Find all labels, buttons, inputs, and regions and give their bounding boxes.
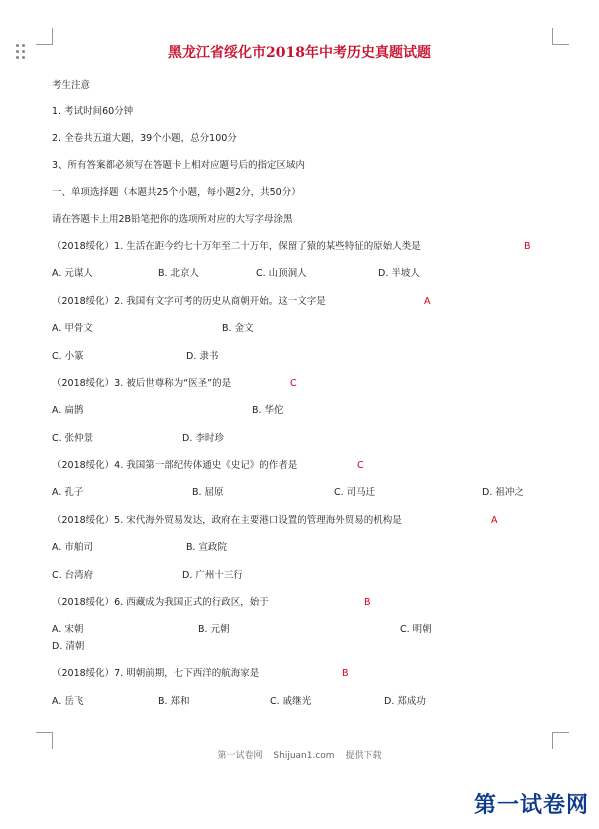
option: B. 金文 xyxy=(222,323,254,334)
option: D. 隶书 xyxy=(186,351,219,362)
answer-mark: A xyxy=(424,296,431,307)
option: B. 元朝 xyxy=(198,624,230,635)
option: C. 明朝 xyxy=(400,624,432,635)
option: D. 祖冲之 xyxy=(482,487,524,498)
option: A. 孔子 xyxy=(52,487,84,498)
option: A. 市舶司 xyxy=(52,542,93,553)
option: C. 张仲景 xyxy=(52,433,94,444)
page-title: 黑龙江省绥化市2018年中考历史真题试题 xyxy=(168,45,431,61)
option: A. 甲骨文 xyxy=(52,323,93,334)
question-stem: （2018绥化）2. 我国有文字可考的历史从商朝开始。这一文字是 xyxy=(52,296,326,307)
option: B. 宣政院 xyxy=(186,542,228,553)
crop-mark-bottom-left xyxy=(36,732,53,749)
option: A. 宋朝 xyxy=(52,624,84,635)
option: C. 山顶洞人 xyxy=(256,268,307,279)
answer-mark: A xyxy=(491,515,498,526)
notice-heading: 考生注意 xyxy=(52,80,91,91)
option: D. 广州十三行 xyxy=(182,570,243,581)
answer-mark: B xyxy=(342,668,349,679)
option: D. 半坡人 xyxy=(378,268,420,279)
option: A. 扁鹊 xyxy=(52,405,84,416)
option: C. 司马迁 xyxy=(334,487,376,498)
footer-domain[interactable]: Shijuan1.com xyxy=(273,751,335,761)
answer-mark: B xyxy=(364,597,371,608)
option: D. 清朝 xyxy=(52,641,85,652)
notice-item: 2. 全卷共五道大题，39个小题，总分100分 xyxy=(52,133,237,144)
question-stem: （2018绥化）5. 宋代海外贸易发达，政府在主要港口设置的管理海外贸易的机构是 xyxy=(52,515,402,526)
footer-site: 第一试卷网 xyxy=(217,751,263,761)
answer-mark: B xyxy=(524,241,531,252)
section-instruction: 请在答题卡上用2B铅笔把你的选项所对应的大写字母涂黑 xyxy=(52,214,293,225)
option: C. 戚继光 xyxy=(270,696,312,707)
question-stem: （2018绥化）7. 明朝前期，七下西洋的航海家是 xyxy=(52,668,260,679)
notice-item: 1. 考试时间60分钟 xyxy=(52,106,134,117)
option: A. 岳飞 xyxy=(52,696,84,707)
notice-item: 3、所有答案都必须写在答题卡上相对应题号后的指定区域内 xyxy=(52,160,306,171)
option: C. 台湾府 xyxy=(52,570,94,581)
option: B. 华佗 xyxy=(252,405,284,416)
option: B. 北京人 xyxy=(158,268,200,279)
option: D. 郑成功 xyxy=(384,696,426,707)
watermark-logo: 第一试卷网 xyxy=(473,792,589,818)
footer-tail: 提供下载 xyxy=(345,751,382,761)
crop-mark-bottom-right xyxy=(552,732,569,749)
option: C. 小篆 xyxy=(52,351,84,362)
question-stem: （2018绥化）4. 我国第一部纪传体通史《史记》的作者是 xyxy=(52,460,298,471)
question-stem: （2018绥化）1. 生活在距今约七十万年至二十万年，保留了猿的某些特征的原始人类是 xyxy=(52,241,421,252)
option: B. 郑和 xyxy=(158,696,190,707)
page-footer xyxy=(0,748,599,761)
option: A. 元谋人 xyxy=(52,268,93,279)
answer-mark: C xyxy=(357,460,364,471)
question-stem: （2018绥化）6. 西藏成为我国正式的行政区，始于 xyxy=(52,597,269,608)
question-stem: （2018绥化）3. 被后世尊称为“医圣”的是 xyxy=(52,378,232,389)
option: B. 屈原 xyxy=(192,487,224,498)
section-heading: 一、单项选择题（本题共25个小题，每小题2分，共50分） xyxy=(52,187,301,198)
answer-mark: C xyxy=(290,378,297,389)
option: D. 李时珍 xyxy=(182,433,224,444)
